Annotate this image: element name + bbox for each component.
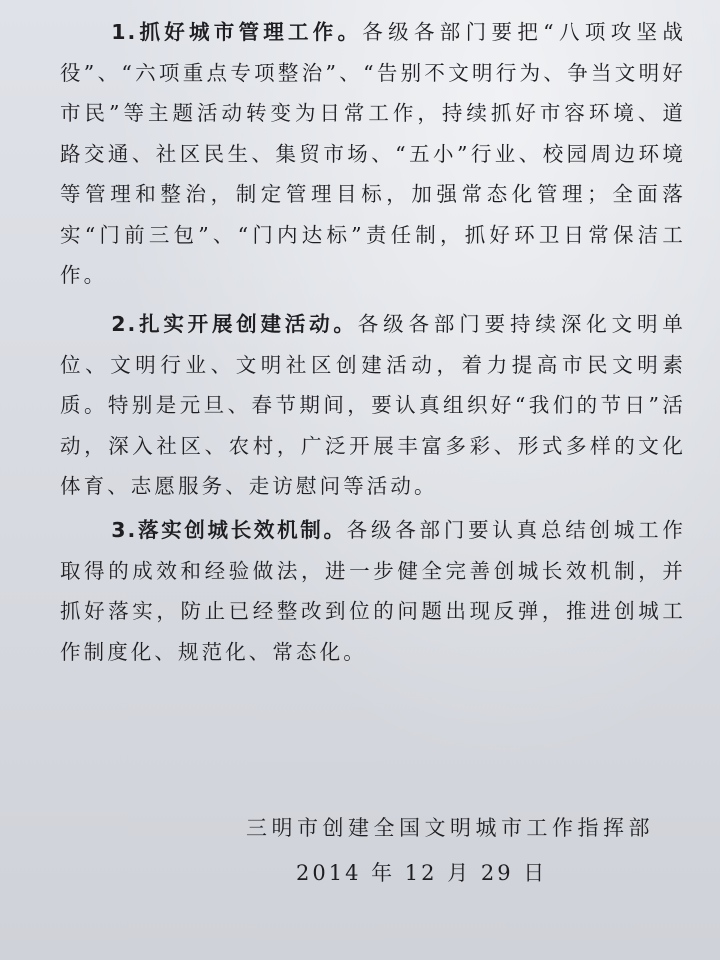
section-city-management — [60, 12, 686, 296]
section-long-term-mechanism — [60, 510, 686, 672]
section-body: 各级各部门要持续深化文明单位、文明行业、文明社区创建活动，着力提高市民文明素质。特别是元旦、春节期间，要认真组织好“我们的节日”活动，深入社区、农村，广泛开展丰富多彩、形式多样的文化体育、志愿服务、走访慰问等活动。 — [60, 312, 686, 498]
section-title: 3.落实创城长效机制。 — [111, 518, 347, 542]
section-body: 各级各部门要认真总结创城工作取得的成效和经验做法，进一步健全完善创城长效机制，并抓好落实，防止已经整改到位的问题出现反弹，推进创城工作制度化、规范化、常态化。 — [60, 518, 686, 664]
section-creation-activities — [60, 304, 686, 507]
issuer-signature: 三明市创建全国文明城市工作指挥部 — [246, 816, 654, 840]
section-title: 1.抓好城市管理工作。 — [111, 20, 363, 44]
section-body: 各级各部门要把“八项攻坚战役”、“六项重点专项整治”、“告别不文明行为、争当文明好市民”等主题活动转变为日常工作，持续抓好市容环境、道路交通、社区民生、集贸市场、“五小”行业、校园周边环境等管理和整治，制定管理目标，加强常态化管理；全面落实“门前三包”、“门内达标”责任制，抓好环卫日常保洁工作。 — [60, 20, 686, 287]
section-title: 2.扎实开展创建活动。 — [111, 312, 358, 336]
issue-date: 2014 年 12 月 29 日 — [296, 861, 548, 885]
